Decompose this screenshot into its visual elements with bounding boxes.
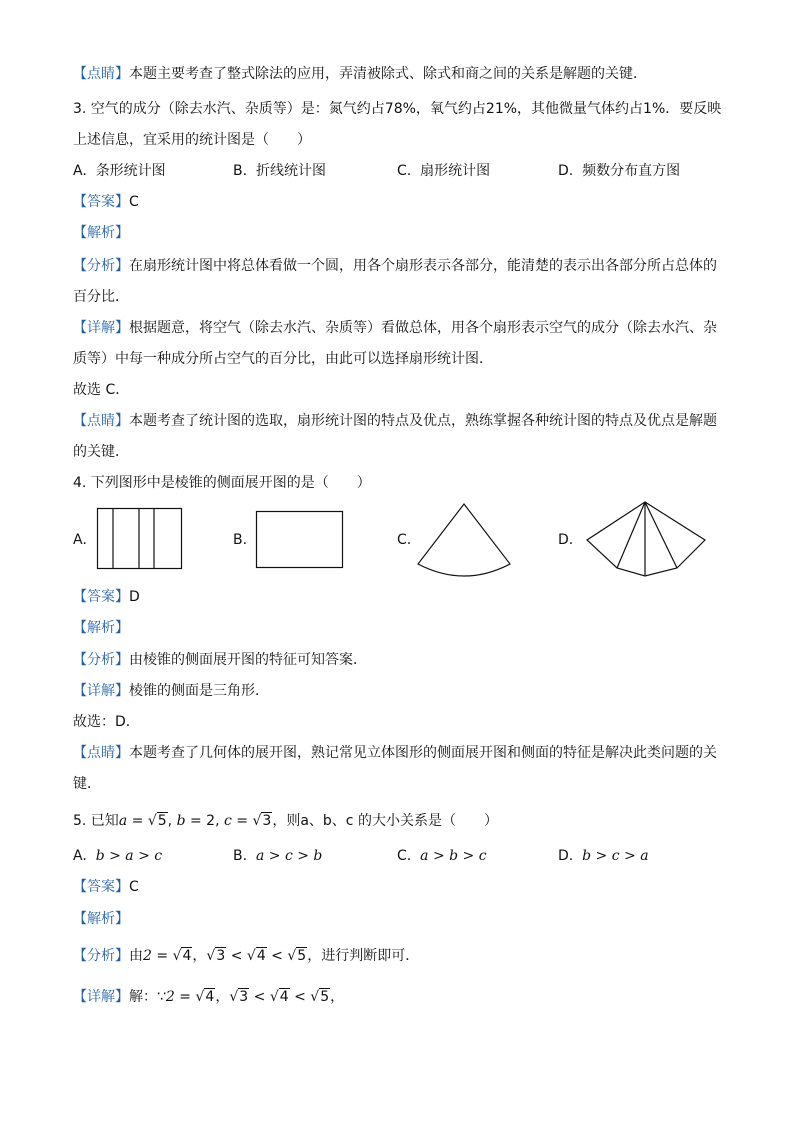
q4-analysis-heading: 【解析】 [73, 620, 129, 636]
q5-fenxi: 【分析】由2 = √4，√3 < √4 < √5，进行判断即可． [73, 948, 420, 964]
q5-answer: 【答案】C [73, 879, 139, 895]
q3-conclusion: 故选 C． [73, 382, 130, 398]
q4-option-a-label: A. [73, 532, 87, 548]
q3-option-b: B. 折线统计图 [233, 163, 326, 179]
q4-xiangjie: 【详解】棱锥的侧面是三角形． [73, 683, 269, 699]
q3-analysis-heading: 【解析】 [73, 225, 129, 241]
q3-option-a: A. 条形统计图 [73, 163, 166, 179]
q4-conclusion: 故选：D． [73, 714, 140, 730]
comment-text: 本题主要考查了整式除法的应用，弄清被除式、除式和商之间的关系是解题的关键． [129, 66, 647, 82]
q5-option-a: A. b > a > c [73, 848, 163, 864]
q5-option-c: C. a > b > c [397, 848, 487, 864]
q4-fenxi: 【分析】由棱锥的侧面展开图的特征可知答案． [73, 652, 367, 668]
q4-answer: 【答案】D [73, 589, 140, 605]
q5-xiangjie: 【详解】解：∵2 = √4，√3 < √4 < √5， [73, 989, 345, 1005]
q3-fenxi-line1: 【分析】在扇形统计图中将总体看做一个圆，用各个扇形表示各部分，能清楚的表示出各部分所占总体的 [73, 258, 717, 274]
q3-answer [73, 192, 139, 212]
comment-tag: 【点睛】 [73, 66, 129, 82]
q5-option-b: B. a > c > b [233, 848, 323, 864]
q4-comment-line2: 键． [73, 776, 101, 792]
q4-option-c-label: C. [397, 532, 412, 548]
q3-option-c: C. 扇形统计图 [397, 163, 491, 179]
q3-comment-line2: 的关键． [73, 444, 129, 460]
sqrt-3: √3 [252, 813, 272, 829]
q3-fenxi-line2: 百分比． [73, 289, 129, 305]
q2-comment [73, 64, 647, 84]
figure-c-sector [418, 504, 510, 576]
q5-option-d: D. b > c > a [558, 848, 649, 864]
sqrt-5: √5 [147, 813, 167, 829]
q5-analysis-heading: 【解析】 [73, 911, 129, 927]
q4-figure-b [256, 511, 344, 569]
q4-figure-d [585, 500, 709, 580]
q3-xiangjie-line1: 【详解】根据题意，将空气（除去水汽、杂质等）看做总体，用各个扇形表示空气的成分（除去水汽、杂 [73, 320, 717, 336]
q5-stem: 5. 已知a = √5, b = 2, c = √3，则a、b、c 的大小关系是（ ） [73, 813, 498, 829]
q3-comment-line1: 【点睛】本题考查了统计图的选取，扇形统计图的特点及优点，熟练掌握各种统计图的特点及优点是解题 [73, 413, 717, 429]
q4-option-b-label: B. [233, 532, 248, 548]
answer-tag: 【答案】 [73, 194, 129, 210]
q3-stem-line2: 上述信息，宜采用的统计图是（ ） [73, 132, 311, 148]
q4-option-d-label: D. [558, 532, 574, 548]
q3-stem-line1: 3. 空气的成分（除去水汽、杂质等）是：氮气约占78%，氧气约占21%，其他微量气体约占1%．要反映 [73, 101, 722, 117]
q4-figure-c [415, 502, 513, 582]
q4-comment-line1: 【点睛】本题考查了几何体的展开图，熟记常见立体图形的侧面展开图和侧面的特征是解决此类问题的关 [73, 745, 717, 761]
q3-xiangjie-line2: 质等）中每一种成分所占空气的百分比，由此可以选择扇形统计图． [73, 351, 493, 367]
q4-stem: 4. 下列图形中是棱锥的侧面展开图的是（ ） [73, 475, 371, 491]
figure-b-rectangle [257, 512, 343, 568]
q3-option-d: D. 频数分布直方图 [558, 163, 681, 179]
answer-value: C [129, 194, 139, 210]
figure-d-outline [587, 502, 705, 576]
figure-d-edge-1 [617, 502, 645, 568]
q4-figure-a [97, 508, 183, 570]
